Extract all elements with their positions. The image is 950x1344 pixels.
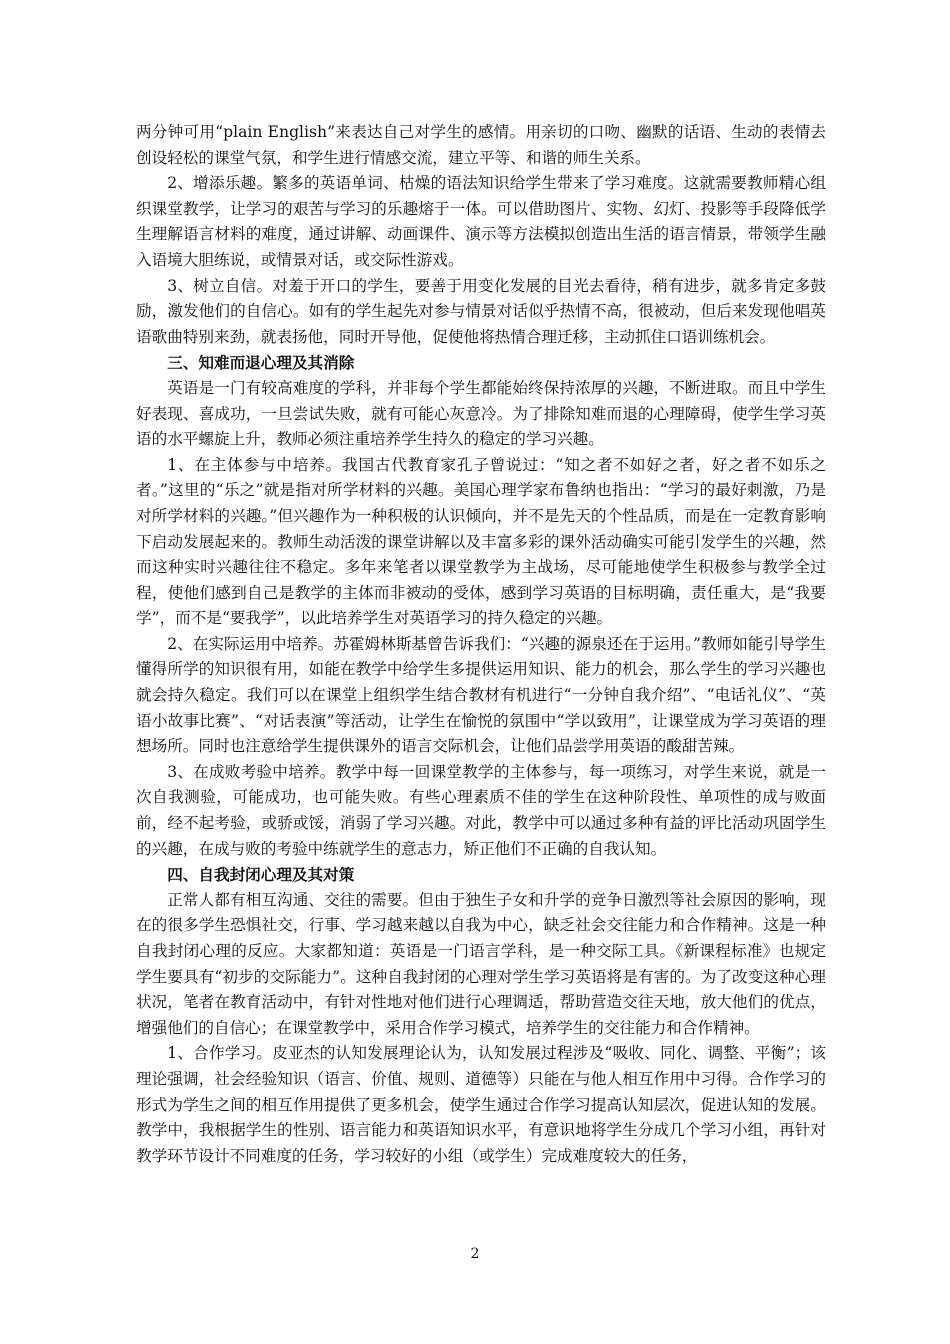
paragraph-section-3-intro: 英语是一门有较高难度的学科，并非每个学生都能始终保持浓厚的兴趣，不断进取。而且中学生好表现、喜成功，一旦尝试失败，就有可能心灰意冷。为了排除知难而退的心理障碍，使学生学习英语的水平螺旋上升，教师必须注重培养学生持久的稳定的学习兴趣。 [136, 378, 826, 449]
section-heading-4: 四、自我封闭心理及其对策 [167, 865, 355, 885]
section-heading-3: 三、知难而退心理及其消除 [167, 353, 355, 373]
paragraph-practical-use: 2、在实际运用中培养。苏霍姆林斯基曾告诉我们：“兴趣的源泉还在于运用。”教师如能引导学生懂得所学的知识很有用，如能在教学中给学生多提供运用知识、能力的机会，那么学生的学习兴趣也就会持久稳定。我们可以在课堂上组织学生结合教材有机进行“一分钟自我介绍”、“电话礼仪”、“英语小故事比赛”、“对话表演”等活动，让学生在愉悦的氛围中“学以致用”，让课堂成为学习英语的理想场所。同时也注意给学生提供课外的语言交际机会，让他们品尝学用英语的酸甜苦辣。 [136, 634, 826, 756]
document-body [136, 120, 826, 1169]
paragraph-success-failure: 3、在成败考验中培养。教学中每一回课堂教学的主体参与，每一项练习，对学生来说，就是一次自我测验，可能成功，也可能失败。有些心理素质不佳的学生在这种阶段性、单项性的成与败面前，经不起考验，或骄或馁，消弱了学习兴趣。对此，教学中可以通过多种有益的评比活动巩固学生的兴趣，在成与败的考验中练就学生的意志力，矫正他们不正确的自我认知。 [136, 762, 826, 858]
paragraph-add-fun: 2、增添乐趣。繁多的英语单词、枯燥的语法知识给学生带来了学习难度。这就需要教师精心组织课堂教学，让学习的艰苦与学习的乐趣熔于一体。可以借助图片、实物、幻灯、投影等手段降低学生理解语言材料的难度，通过讲解、动画课件、演示等方法模拟创造出生活的语言情景，带领学生融入语境大胆练说，或情景对话，或交际性游戏。 [136, 174, 826, 269]
paragraph-continuation: 两分钟可用“plain English”来表达自己对学生的感情。用亲切的口吻、幽默的话语、生动的表情去创设轻松的课堂气氛，和学生进行情感交流，建立平等、和谐的师生关系。 [136, 123, 826, 167]
paragraph-section-4-intro: 正常人都有相互沟通、交往的需要。但由于独生子女和升学的竞争日激烈等社会原因的影响，现在的很多学生恐惧社交，行事、学习越来越以自我为中心，缺乏社会交往能力和合作精神。这是一种自我封闭心理的反应。大家都知道：英语是一门语言学科，是一种交际工具。《新课程标准》也规定学生要具有“初步的交际能力”。这种自我封闭的心理对学生学习英语将是有害的。为了改变这种心理状况，笔者在教育活动中，有针对性地对他们进行心理调适，帮助营造交往天地，放大他们的优点，增强他们的自信心；在课堂教学中，采用合作学习模式，培养学生的交往能力和合作精神。 [136, 890, 826, 1037]
paragraph-build-confidence: 3、树立自信。对羞于开口的学生，要善于用变化发展的目光去看待，稍有进步，就多肯定多鼓励，激发他们的自信心。如有的学生起先对参与情景对话似乎热情不高，很被动，但后来发现他唱英语歌曲特别来劲，就表扬他，同时开导他，促使他将热情合理迁移，主动抓住口语训练机会。 [136, 276, 826, 346]
paragraph-cooperative-learning: 1、合作学习。皮亚杰的认知发展理论认为，认知发展过程涉及“吸收、同化、调整、平衡”；该理论强调，社会经验知识（语言、价值、规则、道德等）只能在与他人相互作用中习得。合作学习的形式为学生之间的相互作用提供了更多机会，使学生通过合作学习提高认知层次，促进认知的发展。教学中，我根据学生的性别、语言能力和英语知识水平，有意识地将学生分成几个学习小组，再针对教学环节设计不同难度的任务，学习较好的小组（或学生）完成难度较大的任务， [136, 1044, 826, 1165]
paragraph-subject-participation: 1、在主体参与中培养。我国古代教育家孔子曾说过：“知之者不如好之者，好之者不如乐之者。”这里的“乐之”就是指对所学材料的兴趣。美国心理学家布鲁纳也指出：“学习的最好刺激，乃是对所学材料的兴趣。”但兴趣作为一种积极的认识倾向，并不是先天的个性品质，而是在一定教育影响下启动发展起来的。教师生动活泼的课堂讲解以及丰富多彩的课外活动确实可能引发学生的兴趣，然而这种实时兴趣往往不稳定。多年来笔者以课堂教学为主战场，尽可能地使学生积极参与教学全过程，使他们感到自己是教学的主体而非被动的受体，感到学习英语的目标明确，责任重大，是“我要学”，而不是“要我学”，以此培养学生对英语学习的持久稳定的兴趣。 [136, 455, 826, 628]
page-number: 2 [470, 1246, 480, 1262]
